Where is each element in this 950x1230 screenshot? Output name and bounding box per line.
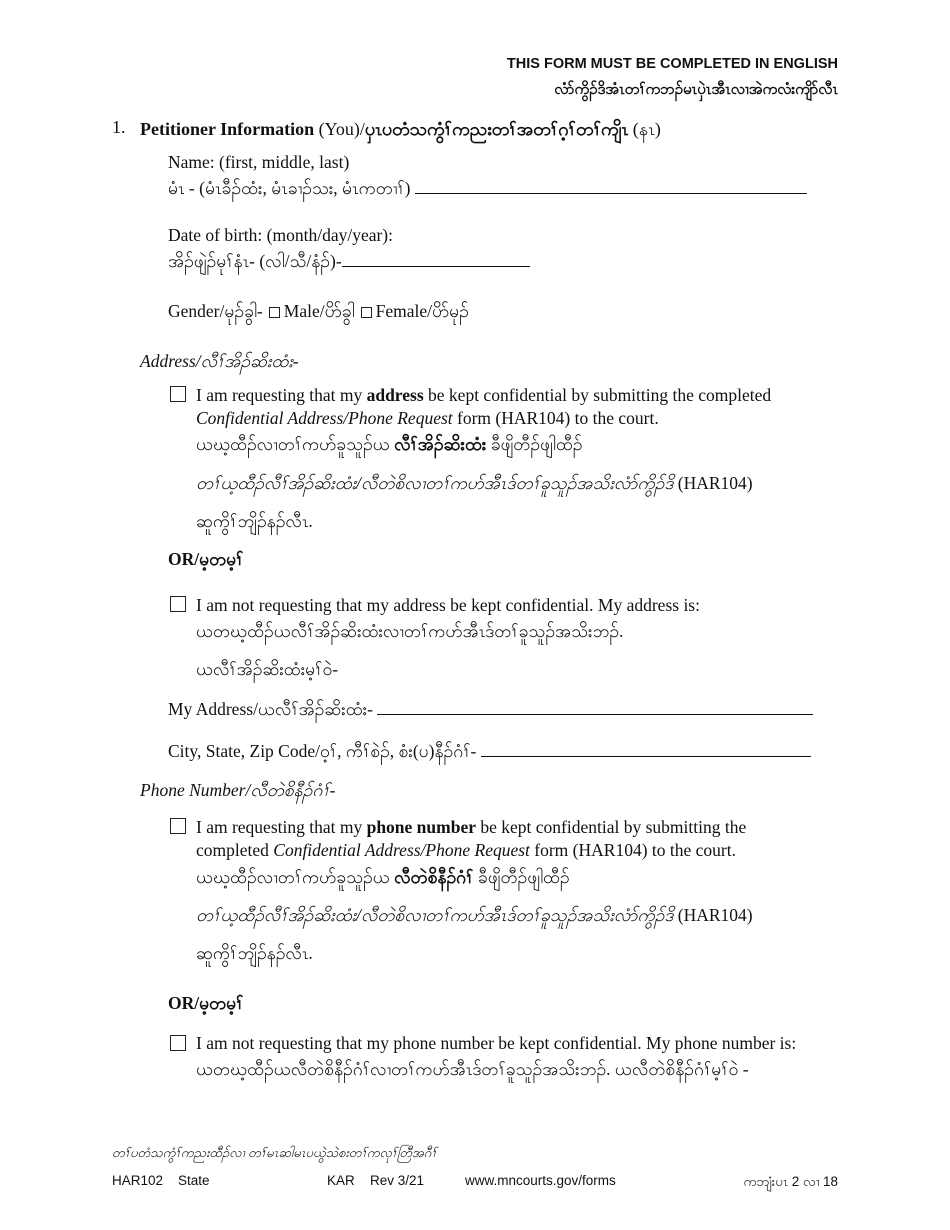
phone-confidential-checkbox[interactable] [170, 818, 186, 834]
phone-confidential-karen1 [196, 866, 570, 888]
female-checkbox[interactable] [361, 307, 372, 318]
phone-confidential-line2 [196, 839, 736, 861]
phone-karen-text-tail: ခီဖျိတီၣ်ဖျါထီၣ် [473, 867, 570, 887]
form-name-italic: Confidential Address/Phone Request [196, 408, 453, 428]
footer-form-code: HAR102 [112, 1173, 164, 1188]
address-confidential-bold: address [366, 385, 424, 405]
name-label: Name: (first, middle, last) [168, 152, 350, 172]
footer-revision: Rev 3/21 [370, 1173, 425, 1188]
city-label: City, State, Zip Code/ဝ့ၢ်, ကီၢ်စဲၣ်, စံး(ပ)နီၣ်ဂံၢ်- [168, 741, 477, 761]
address-confidential-line2 [196, 407, 659, 429]
phone-completed-text: completed [196, 840, 274, 860]
phone-heading: Phone Number/လီတဲစိနီၣ်ဂံၢ်- [140, 780, 336, 800]
section-title-you: (You)/ [314, 119, 365, 139]
section-title-karen: ပှၤပတံသကွံၢ်ကညးတၢ်အတၢ်ဂ့ၢ်တၢ်ကျိၤ [364, 119, 629, 139]
karen-text: ယဃ့ထီၣ်လၢတၢ်ကဟ်ခူသူၣ်ယ [196, 434, 395, 454]
phone-confidential-bold: phone number [366, 817, 476, 837]
karen-text-tail: ခီဖျိတီၣ်ဖျါထီၣ် [486, 434, 583, 454]
phone-karen-form-name: တၢ်ယ့ထီၣ်လီၢ်အိၣ်ဆိးထံး/လီတဲစိလၢတၢ်ကဟ်အီၤဒ်တၢ်ခူသူၣ်အသိးလံာ်ကွိၣ်ဒိ [196, 905, 674, 925]
address-confidential-karen2 [196, 472, 753, 494]
phone-karen-bold-text: လီတဲစိနီၣ်ဂံၢ် [394, 867, 474, 887]
city-row [168, 740, 811, 762]
dob-input-line[interactable] [342, 252, 530, 267]
my-address-row [168, 698, 813, 720]
phone-confidential-line1 [196, 816, 746, 838]
city-input-line[interactable] [481, 742, 811, 757]
footer-karen-title: တၢ်ပတံသကွံၢ်ကညးထီၣ်လၢ တၢ်မၤဆါမၤပယွဲသဲစးတၢ်ကလုၢ်တြီအဂီၢ် [112, 1145, 437, 1160]
karen-bold-text: လီၢ်အိၣ်ဆိးထံး [394, 434, 487, 454]
address-or-label: OR/မ့တမ့ၢ် [168, 549, 244, 569]
gender-label: Gender/မုၣ်ခွါ- [168, 301, 263, 321]
dob-label: Date of birth: (month/day/year): [168, 225, 393, 245]
english-only-notice-karen: လံာ်ကွိၣ်ဒိအံၤတၢ်ကဘၣ်မၤပှဲၤအီၤလၢအဲကလံးကျိာ်လီၤ [554, 81, 838, 98]
phone-not-confidential-karen1: ယတဃ့ထီၣ်ယလီတဲစိနီၣ်ဂံၢ်လၢတၢ်ကဟ်အီၤဒ်တၢ်ခူသူၣ်အသိးဘၣ်. ယလီတဲစိနီၣ်ဂံၢ်မ့ၢ်ဝဲ - [196, 1059, 749, 1079]
phone-form-name-italic: Confidential Address/Phone Request [273, 840, 530, 860]
footer-language: KAR [327, 1173, 355, 1188]
male-checkbox[interactable] [269, 307, 280, 318]
phone-karen-form-code: (HAR104) [673, 905, 753, 925]
form-name-tail: form (HAR104) to the court. [452, 408, 659, 428]
address-confidential-checkbox[interactable] [170, 386, 186, 402]
section-title-karen-tail: (နၤ) [628, 119, 661, 139]
address-confidential-karen3: ဆူကွိၢ်ဘျိၣ်နၣ်လီၤ. [196, 511, 313, 531]
name-input-line[interactable] [415, 179, 807, 194]
phone-not-confidential-line1: I am not requesting that my phone number be kept confidential. My phone number is: [196, 1033, 797, 1053]
address-confidential-text: I am requesting that my [196, 385, 367, 405]
address-confidential-line1 [196, 384, 771, 406]
phone-confidential-karen3: ဆူကွိၢ်ဘျိၣ်နၣ်လီၤ. [196, 943, 313, 963]
phone-confidential-text: I am requesting that my [196, 817, 367, 837]
karen-form-code: (HAR104) [673, 473, 753, 493]
address-confidential-karen1 [196, 433, 582, 455]
name-row [168, 177, 807, 199]
phone-form-name-tail: form (HAR104) to the court. [529, 840, 736, 860]
address-confidential-text-tail: be kept confidential by submitting the completed [423, 385, 772, 405]
name-label-karen: မံၤ - (မံၤခီၣ်ထံး, မံၤခၢၣ်သး, မံၤကတၢၢ်) [168, 178, 411, 198]
dob-row [168, 250, 530, 272]
english-only-notice: THIS FORM MUST BE COMPLETED IN ENGLISH [506, 56, 838, 72]
footer-page-number: ကဘျံးပၤ 2 လၢ 18 [743, 1174, 838, 1189]
phone-confidential-text-tail: be kept confidential by submitting the [476, 817, 747, 837]
address-not-confidential-karen2: ယလီၢ်အိၣ်ဆိးထံးမ့ၢ်ဝဲ- [196, 659, 339, 679]
address-not-confidential-checkbox[interactable] [170, 596, 186, 612]
phone-confidential-karen2 [196, 904, 753, 926]
my-address-input-line[interactable] [377, 700, 813, 715]
address-not-confidential-line1: I am not requesting that my address be kept confidential. My address is: [196, 595, 700, 615]
footer-state: State [178, 1173, 210, 1188]
phone-karen-text: ယဃ့ထီၣ်လၢတၢ်ကဟ်ခူသူၣ်ယ [196, 867, 395, 887]
footer-url[interactable]: www.mncourts.gov/forms [465, 1173, 616, 1188]
address-heading: Address/လီၢ်အိၣ်ဆိးထံး- [140, 351, 299, 371]
phone-not-confidential-checkbox[interactable] [170, 1035, 186, 1051]
female-label: Female/ပိာ်မုၣ် [375, 301, 469, 321]
section-title-english: Petitioner Information [140, 119, 315, 139]
phone-or-label: OR/မ့တမ့ၢ် [168, 993, 244, 1013]
section-number: 1. [112, 117, 126, 137]
gender-row [168, 300, 469, 322]
karen-form-name: တၢ်ယ့ထီၣ်လီၢ်အိၣ်ဆိးထံး/လီတဲစိလၢတၢ်ကဟ်အီၤဒ်တၢ်ခူသူၣ်အသိးလံာ်ကွိၣ်ဒိ [196, 473, 674, 493]
address-not-confidential-karen1: ယတဃ့ထီၣ်ယလီၢ်အိၣ်ဆိးထံးလၢတၢ်ကဟ်အီၤဒ်တၢ်ခူသူၣ်အသိးဘၣ်. [196, 621, 624, 641]
dob-label-karen: အိၣ်ဖျဲၣ်မုၢ်နံၤ- (လါ/သီ/နံၣ်)- [168, 251, 342, 271]
my-address-label: My Address/ယလီၢ်အိၣ်ဆိးထံး- [168, 699, 373, 719]
male-label: Male/ပိာ်ခွါ [283, 301, 355, 321]
section-title [140, 117, 661, 144]
